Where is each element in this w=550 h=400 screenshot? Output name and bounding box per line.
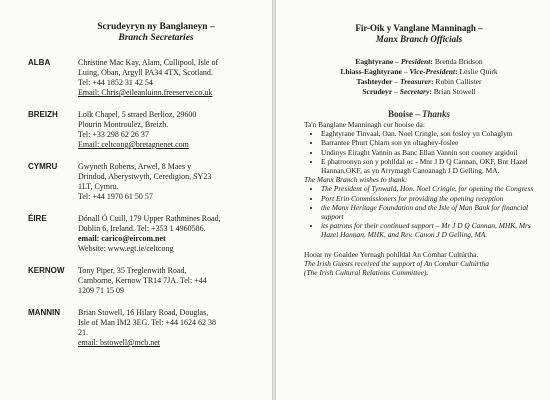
address-line: Loïk Chapel, 5 straed Berlioz, 29600 (78, 110, 197, 119)
secretary-address (78, 58, 264, 98)
title-manx: Scrudeyryn ny Banglaneyn – (97, 22, 215, 32)
secretary-address (78, 214, 264, 254)
address-line: Luing, Oban, Argyll PA34 4TX, Scotland. (78, 68, 213, 77)
address-line: Christine Mac Kay, Alam, Cullipool, Isle of (78, 58, 219, 67)
secretary-address (78, 162, 264, 202)
thanks-manx-list (304, 129, 534, 175)
title-english: Manx Branch Officials (375, 34, 463, 44)
address-line: 21. (78, 328, 88, 337)
officer-name: Robin Callister (435, 77, 482, 86)
title-manx: Fir-Oik y Vanglane Manninagh – (355, 23, 483, 33)
thanks-item: • Port Erin Commissioners for providing the opening reception (321, 194, 534, 203)
officer-name: Brian Stowell (433, 87, 476, 96)
officer-role-english: President (400, 57, 431, 66)
officer-name: Brenda Bridson (434, 57, 483, 66)
officer-role: Eaghtyrane (355, 57, 394, 66)
thanks-item: • Eaghtyrane Tinvaal, Oan. Noel Cringle, son fosley yn Cohaglym (321, 129, 534, 138)
officer-role-english: Secretary (399, 87, 430, 96)
footer-note (304, 250, 534, 278)
footer-committee: (The Irish Cultural Relations Committee). (304, 268, 429, 278)
address-line: 1LT, Cymru. (78, 182, 119, 191)
branch-secretaries-title (48, 22, 264, 44)
right-page (276, 0, 550, 400)
thanks-english-list (304, 184, 534, 239)
thanks-title: Booise – Thanks (387, 109, 451, 119)
thanks-intro: Ta'n Banglane Manninagh cur booise da: (304, 120, 425, 129)
officers-list (304, 57, 534, 97)
secretary-entry (28, 266, 264, 296)
footer-english: The Irish Guests received the support of An Comhar Cultúrtha (304, 259, 489, 269)
address-line: Drindod, Aberystwyth, Ceredigion, SY23 (78, 172, 212, 181)
secretary-address (78, 308, 264, 348)
officer-line: Lhiass-Eaghtyrane – Vice-President: Leslie Quirk (340, 67, 498, 76)
address-line: Brian Stowell, 16 Hilary Road, Douglas, (78, 308, 209, 317)
address-line: Tony Piper, 35 Treglenwith Road, (78, 266, 187, 275)
thanks-manx (304, 120, 534, 240)
address-line: Dublin 6, Ireland. Tel: +353 1 4960586. (78, 224, 206, 233)
thanks-item: • Barrantee Phurt Çhiarn son yn oltaghey-foslee (321, 138, 534, 147)
branch-code: ALBA (28, 58, 51, 67)
address-line: Gwyneth Roberts, Arwel, 8 Maes y (78, 162, 192, 171)
left-page (0, 0, 272, 400)
officer-role-english: Treasurer (400, 77, 431, 86)
thanks-english-intro: The Manx Branch wishes to thank: (304, 175, 408, 185)
officer-line: Tashteyder – Treasurer: Robin Callister (356, 77, 482, 86)
email-link[interactable]: Email: celtcong@bretagnenet.com (78, 140, 189, 149)
secretary-entry (28, 308, 264, 348)
thanks-item: • E phatroonyn son y pohlldal oc - Mnr J D Q Cannan, OKF, Bnr Hazel Hannan,OKF, as yn Arrymagh Canoanagh J D Gelling, MA. (321, 157, 534, 175)
address-line: Isle of Man IM2 3EG. Tel: +44 1624 62 38 (78, 318, 217, 327)
address-line: Plourin Montroulez, Breizh. (78, 120, 169, 129)
email-link[interactable]: email: carico@eircom.net (78, 234, 166, 243)
branch-code: ÉIRE (28, 214, 47, 223)
secretary-entry (28, 58, 264, 98)
officer-name: Leslie Quirk (459, 67, 498, 76)
thanks-item: • its patrons for their continued support – Mr J D Q Cannan, MHK, Mrs Hazel Hannan, MHK, and Rev. Canon J D Gelling, MA. (321, 221, 534, 239)
website-link[interactable]: Website: www.egt.ie/celtcong (78, 244, 174, 253)
branch-code: BREIZH (28, 110, 58, 119)
email-link[interactable]: email: bstowell@mcb.net (78, 338, 161, 347)
thanks-item: • Undinys Eiraght Vannin as Banc Ellan Vannin son cooney argidoil (321, 148, 534, 157)
branch-code: MANNIN (28, 308, 60, 317)
officer-line: Eaghtyrane – President: Brenda Bridson (355, 57, 483, 66)
thanks-item: • The President of Tynwald, Hon. Noel Cringle, for opening the Congress (321, 184, 534, 193)
footer-manx: Hooar ny Goaldee Yernagh pohlldal An Comhar Cultúrtha. (304, 249, 479, 259)
secretary-entry (28, 162, 264, 202)
secretary-entry (28, 110, 264, 150)
officer-role: Lhiass-Eaghtyrane (340, 67, 402, 76)
secretary-address (78, 110, 264, 150)
address-line: Tel: +33 298 62 26 37 (78, 130, 149, 139)
officer-role: Tashteyder (356, 77, 393, 86)
secretary-entry (28, 214, 264, 254)
officer-line: Scrudeyr – Secretary: Brian Stowell (362, 87, 476, 96)
address-line: Tel: +44 1852 31 42 54 (78, 78, 153, 87)
secretaries-list (28, 58, 264, 348)
title-english: Branch Secretaries (118, 33, 194, 43)
officer-role-english: Vice-President (409, 67, 456, 76)
branch-code: KERNOW (28, 266, 65, 275)
address-line: Dónall Ó Cuill, 179 Upper Rathmines Road, (78, 214, 221, 223)
secretary-address (78, 266, 264, 296)
address-line: Camborne, Kernow TR14 7JA. Tel: +44 (78, 276, 207, 285)
officer-role: Scrudeyr (362, 87, 393, 96)
branch-code: CYMRU (28, 162, 58, 171)
address-line: Tel: +44 1970 61 50 57 (78, 192, 153, 201)
address-line: 1209 71 15 09 (78, 286, 124, 295)
manx-officials-title (304, 23, 534, 45)
email-link[interactable]: Email: Chris@eileanluinn.freeserve.co.uk (78, 88, 213, 97)
thanks-item: • the Manx Heritage Foundation and the Isle of Man Bank for financial support (321, 203, 534, 221)
